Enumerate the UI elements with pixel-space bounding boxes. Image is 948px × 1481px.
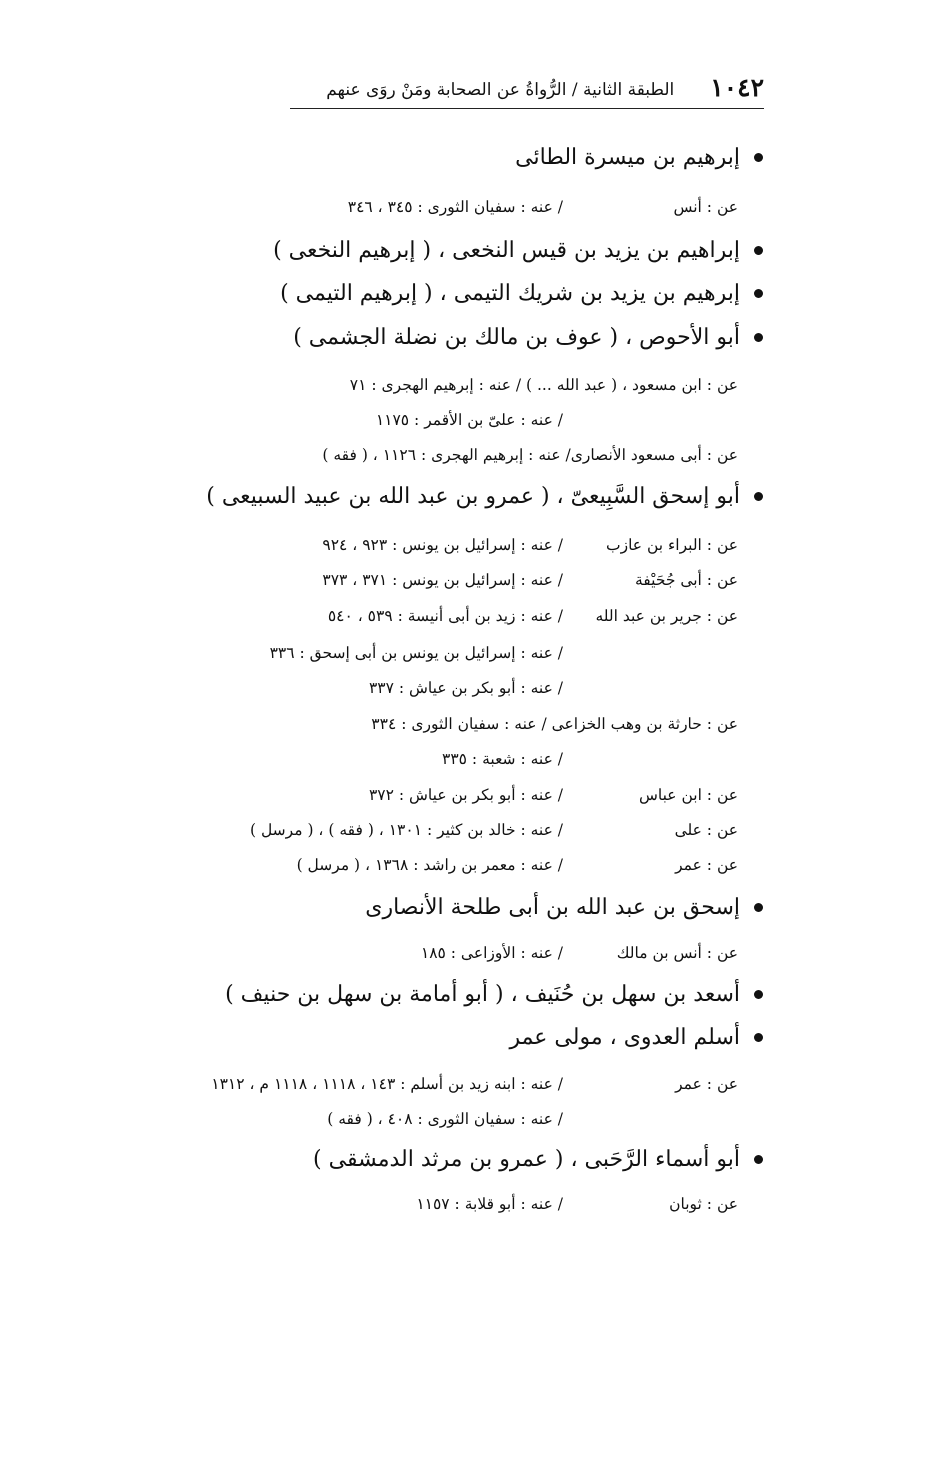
transmission-line: عن : أبى مسعود الأنصارى/ عنه : إبرهيم الهجرى : ١١٢٦ ، ( فقه )	[322, 446, 738, 464]
narrator-name: إبراهيم بن يزيد بن قيس النخعى ، ( إبرهيم النخعى )	[273, 238, 740, 263]
source-narrator: عن : على	[674, 821, 738, 839]
bullet-icon	[754, 246, 763, 255]
transmitter-ref: / عنه : أبو بكر بن عياش : ٣٣٧	[368, 679, 563, 697]
narrator-name: إبرهيم بن يزيد بن شريك التيمى ، ( إبرهيم التيمى )	[280, 281, 740, 306]
transmitter-ref: / عنه : شعبة : ٣٣٥	[442, 750, 563, 768]
transmitter-ref: / عنه : إسرائيل بن يونس بن أبى إسحق : ٣٣٦	[269, 644, 563, 662]
narrator-name: أبو إسحق السَّبِيعىّ ، ( عمرو بن عبد الله بن عبيد السبيعى )	[206, 484, 740, 509]
page-number: ١٠٤٢	[710, 73, 764, 102]
page-header	[290, 68, 764, 109]
source-narrator: عن : البراء بن عازب	[606, 536, 738, 554]
transmitter-ref: / عنه : علىّ بن الأقمر : ١١٧٥	[375, 411, 563, 429]
narrator-name: أبو الأحوص ، ( عوف بن مالك بن نضلة الجشمى )	[293, 325, 740, 350]
source-narrator: عن : عمر	[675, 1075, 738, 1093]
narrator-entry	[206, 484, 763, 509]
source-narrator: عن : أنس بن مالك	[616, 944, 738, 962]
transmitter-ref: / عنه : إسرائيل بن يونس : ٣٧١ ، ٣٧٣	[322, 571, 563, 589]
narrator-name: أسعد بن سهل بن حُنَيف ، ( أبو أمامة بن سهل بن حنيف )	[225, 982, 740, 1007]
source-narrator: عن : ثوبان	[669, 1195, 738, 1213]
bullet-icon	[754, 289, 763, 298]
transmitter-ref: / عنه : الأوزاعى : ١٨٥	[420, 944, 563, 962]
source-narrator: عن : أبى جُحَيْفة	[634, 571, 738, 589]
narrator-entry	[515, 145, 763, 170]
source-narrator: عن : ابن عباس	[638, 786, 738, 804]
bullet-icon	[754, 492, 763, 501]
bullet-icon	[754, 903, 763, 912]
transmitter-ref: / عنه : سفيان الثورى : ٤٠٨ ، ( فقه )	[327, 1110, 563, 1128]
transmitter-ref: / عنه : أبو بكر بن عياش : ٣٧٢	[368, 786, 563, 804]
narrator-entry	[509, 1025, 763, 1050]
source-narrator: عن : أنس	[673, 198, 738, 216]
bullet-icon	[754, 1033, 763, 1042]
transmitter-ref: / عنه : سفيان الثورى : ٣٤٥ ، ٣٤٦	[347, 198, 563, 216]
narrator-entry	[313, 1147, 763, 1172]
bullet-icon	[754, 153, 763, 162]
narrator-name: إبرهيم بن ميسرة الطائى	[515, 145, 740, 170]
narrator-name: أبو أسماء الرَّحَبى ، ( عمرو بن مرثد الدمشقى )	[313, 1147, 740, 1172]
bullet-icon	[754, 333, 763, 342]
narrator-name: أسلم العدوى ، مولى عمر	[509, 1025, 740, 1050]
narrator-entry	[280, 281, 763, 306]
transmission-line: عن : ابن مسعود ، ( عبد الله ... ) / عنه : إبرهيم الهجرى : ٧١	[349, 376, 738, 394]
narrator-entry	[365, 895, 763, 920]
running-title: الطبقة الثانية / الرُّواةُ عن الصحابة ومَنْ روَى عنهم	[326, 80, 675, 100]
transmitter-ref: / عنه : أبو قلابة : ١١٥٧	[416, 1195, 563, 1213]
narrator-entry	[225, 982, 763, 1007]
transmitter-ref: / عنه : معمر بن راشد : ١٣٦٨ ، ( مرسل )	[296, 856, 563, 874]
bullet-icon	[754, 990, 763, 999]
source-narrator: عن : جرير بن عبد الله	[595, 607, 738, 625]
transmitter-ref: / عنه : ابنه زيد بن أسلم : ١٤٣ ، ١١١٨ ، ١١١٨ م ، ١٣١٢	[211, 1075, 563, 1093]
source-narrator: عن : عمر	[675, 856, 738, 874]
narrator-name: إسحق بن عبد الله بن أبى طلحة الأنصارى	[365, 895, 740, 920]
narrator-entry	[293, 325, 763, 350]
bullet-icon	[754, 1155, 763, 1164]
transmission-line: عن : حارثة بن وهب الخزاعى / عنه : سفيان الثورى : ٣٣٤	[371, 715, 738, 733]
transmitter-ref: / عنه : إسرائيل بن يونس : ٩٢٣ ، ٩٢٤	[322, 536, 563, 554]
transmitter-ref: / عنه : زيد بن أبى أنيسة : ٥٣٩ ، ٥٤٠	[327, 607, 563, 625]
narrator-entry	[273, 238, 763, 263]
transmitter-ref: / عنه : خالد بن كثير : ١٣٠١ ، ( فقه ) ، ( مرسل )	[249, 821, 563, 839]
